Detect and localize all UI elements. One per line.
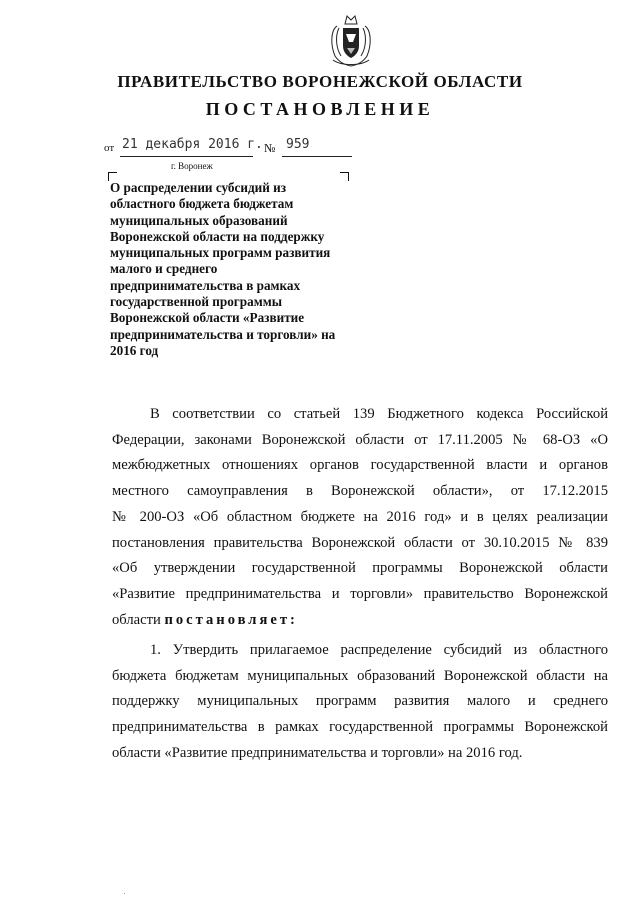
decree-word: постановляет <box>164 611 291 628</box>
text-line <box>112 608 608 634</box>
date-number-line <box>104 138 364 160</box>
text-line: бюджета бюджетам муниципальных образований Воронежской области на <box>112 667 608 684</box>
paragraph-item-1 <box>112 638 608 767</box>
text-line: постановления правительства Воронежской области от 30.10.2015 № 839 <box>112 534 608 551</box>
document-subject: О распределении субсидий из областного бюджета бюджетам муниципальных образований Воронежской области на поддержку муниципальных программ развития малого и среднего предпринимательства в рамках государственной программы Воронежской области «Развитие предпринимательства и торговли» на 2016 год <box>110 180 336 358</box>
text-line: области «Развитие предпринимательства и торговли» на 2016 год. <box>112 744 523 761</box>
text-line: Федерации, законами Воронежской области от 17.11.2005 № 68-ОЗ «О <box>112 431 608 448</box>
number-underline <box>282 156 352 157</box>
text-line: поддержку муниципальных программ развития малого и среднего <box>112 693 608 710</box>
decree-colon: : <box>290 611 298 628</box>
text-line: предпринимательства в рамках государственной программы Воронежской <box>112 719 608 736</box>
document-type: ПОСТАНОВЛЕНИЕ <box>205 99 435 119</box>
date-from-label: от <box>104 142 115 154</box>
text-line: 1. Утвердить прилагаемое распределение субсидий из областного <box>150 642 608 658</box>
region-word: области <box>112 611 161 628</box>
text-line: «Развитие предпринимательства и торговли» правительство Воронежской <box>112 585 608 602</box>
text-line: № 200-ОЗ «Об областном бюджете на 2016 год» и в целях реализации <box>112 508 608 525</box>
text-line: межбюджетных отношениях органов государственной власти и органов <box>112 457 608 474</box>
city-label: г. Воронеж <box>171 161 213 171</box>
document-date: 21 декабря 2016 г. <box>122 137 263 152</box>
scan-speck <box>124 893 125 894</box>
paragraph-preamble <box>112 402 608 633</box>
document-number: 959 <box>286 137 310 152</box>
text-line: В соответствии со статьей 139 Бюджетного кодекса Российской <box>150 406 608 422</box>
text-line: «Об утверждении государственной программы Воронежской области <box>112 560 608 577</box>
coat-of-arms-icon <box>327 10 375 68</box>
number-sign: № <box>264 141 276 155</box>
date-underline <box>120 156 253 157</box>
government-title: ПРАВИТЕЛЬСТВО ВОРОНЕЖСКОЙ ОБЛАСТИ <box>117 72 523 91</box>
text-line: местного самоуправления в Воронежской области», от 17.12.2015 <box>112 483 608 500</box>
